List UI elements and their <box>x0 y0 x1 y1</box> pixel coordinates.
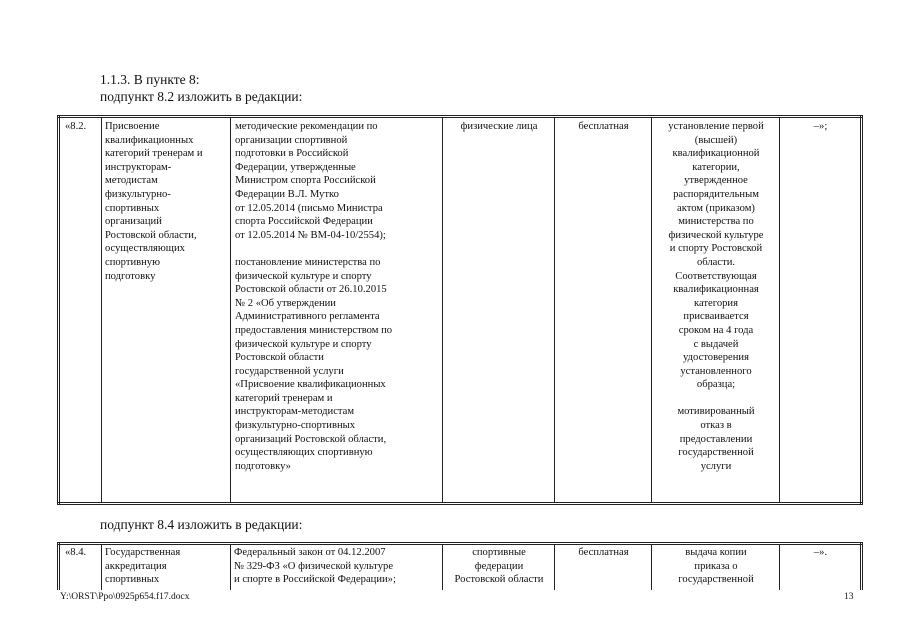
paragraph-subpoint-8-4: подпункт 8.4 изложить в редакции: <box>100 517 303 532</box>
cell-recipients: спортивные федерации Ростовской области <box>454 547 544 586</box>
cell-cost: бесплатная <box>578 121 629 132</box>
cell-cost: бесплатная <box>578 547 629 558</box>
table-border-right <box>860 542 861 590</box>
table-border-right-outer <box>862 542 863 590</box>
table-border-right <box>860 115 861 505</box>
table-border-left <box>57 115 58 505</box>
paragraph-subpoint-8-2: подпункт 8.2 изложить в редакции: <box>100 89 303 104</box>
table-border-bottom-inner <box>57 504 862 505</box>
paragraph-heading: 1.1.3. В пункте 8: <box>100 72 200 87</box>
cell-row-end: –»; <box>813 121 828 132</box>
cell-result: установление первой (высшей) квалификационной категории, утвержденное распорядительным актом (приказом) министерства по физической культуре и спорту Ростовской области. Соответствующая квалификационная категория присваивается сроком на 4 года с выдачей удостоверения установленного образца; мотивированный отказ в предоставлении государственной услуги <box>668 121 764 472</box>
footer-page-number: 13 <box>844 592 854 602</box>
table-border-top <box>57 115 862 116</box>
cell-legal-basis: Федеральный закон от 04.12.2007 № 329-ФЗ «О физической культуре и спорте в Российской Федерации»; <box>234 547 396 586</box>
cell-service-name: Государственная аккредитация спортивных <box>105 547 181 586</box>
table-border-top-inner <box>57 117 862 118</box>
cell-row-end: –». <box>813 547 828 558</box>
cell-result: выдача копии приказа о государственной <box>678 547 754 586</box>
cell-item-number: «8.4. <box>65 547 87 558</box>
cell-item-number: «8.2. <box>65 121 87 132</box>
footer-file-path: Y:\ORST\Ppo\0925p654.f17.docx <box>60 592 190 602</box>
table-border-right-outer <box>862 115 863 505</box>
table-border-bottom <box>57 502 862 503</box>
cell-legal-basis: методические рекомендации по организации спортивной подготовки в Российской Федерации, утвержденные Министром спорта Российской Федерации В.Л. Мутко от 12.05.2014 (письмо Министра спорта Российской Федерации от 12.05.2014 № ВМ-04-10/2554); постановление министерства по физической культуре и спорту Ростовской области от 26.10.2015 № 2 «Об утверждении Административного регламента предоставления министерством по физической культуре и спорту Ростовской области государственной услуги «Присвоение квалификационных категорий тренерам и инструкторам-методистам физкультурно-спортивных организаций Ростовской области, осуществляющих спортивную подготовку» <box>235 121 393 472</box>
table-border-left <box>57 542 58 590</box>
cell-recipients: физические лица <box>460 121 538 132</box>
cell-service-name: Присвоение квалификационных категорий тренерам и инструкторам- методистам физкультурно- спортивных организаций Ростовской области, осуществляющих спортивную подготовку <box>105 121 203 282</box>
table-border-top <box>57 542 862 543</box>
